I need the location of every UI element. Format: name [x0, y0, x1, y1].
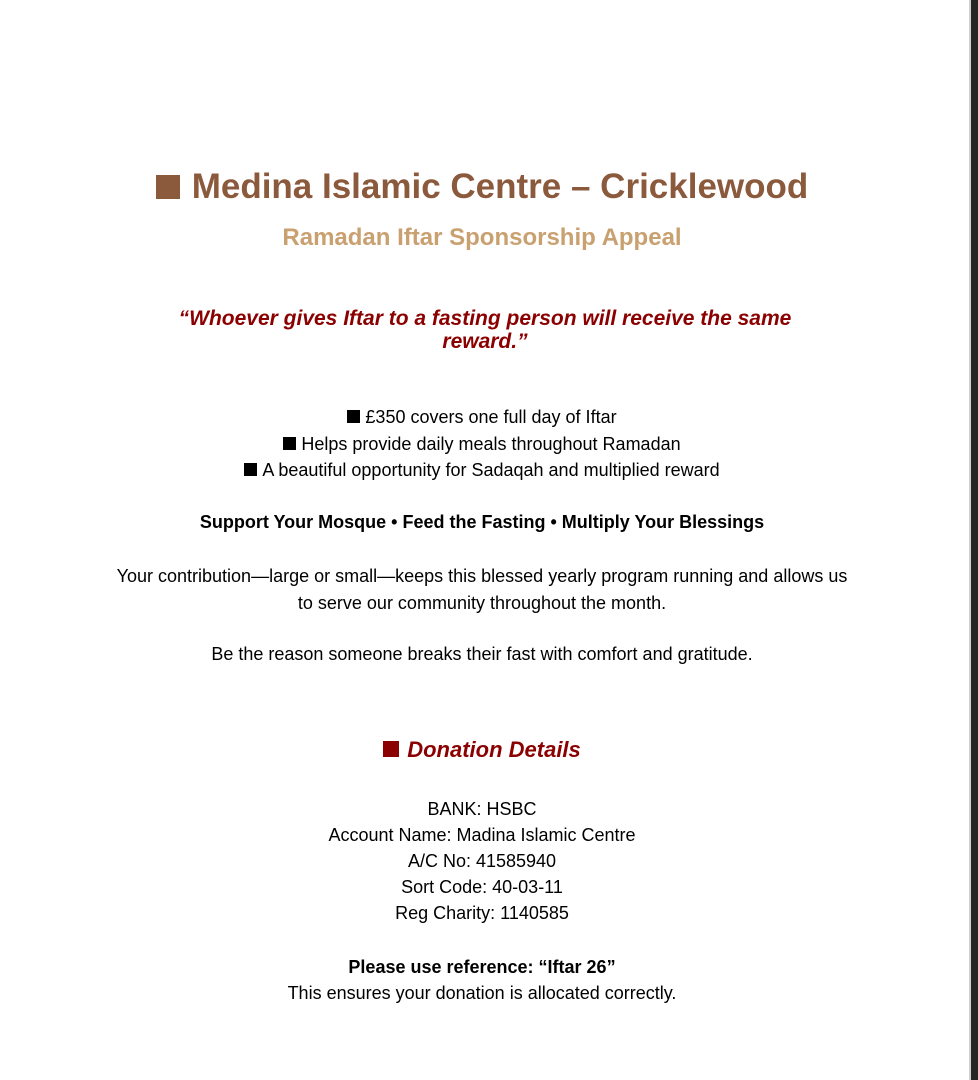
donation-heading-text: Donation Details: [407, 737, 581, 762]
reference-note: This ensures your donation is allocated correctly.: [287, 983, 677, 1003]
contribution-paragraph: Your contribution—large or small—keeps this blessed yearly program running and allows us to serve our community throughout the month.: [116, 566, 848, 613]
page-title: [0, 166, 964, 208]
reg-charity: Reg Charity: 1140585: [395, 903, 569, 923]
window-edge-strip: [971, 0, 978, 1080]
closing-paragraph: Be the reason someone breaks their fast with comfort and gratitude.: [211, 644, 753, 664]
square-bullet-icon: [156, 175, 180, 199]
square-bullet-icon: [283, 437, 296, 450]
square-bullet-icon: [244, 463, 257, 476]
sort-code: Sort Code: 40-03-11: [401, 877, 563, 897]
reference-block: [0, 954, 964, 1006]
account-number: A/C No: 41585940: [407, 851, 557, 871]
square-bullet-icon: [383, 741, 399, 757]
bank-details: [0, 796, 964, 926]
hadith-quote: “Whoever gives Iftar to a fasting person will receive the same reward.”: [178, 307, 792, 353]
account-name: Account Name: Madina Islamic Centre: [328, 825, 636, 845]
list-item: A beautiful opportunity for Sadaqah and multiplied reward: [0, 457, 964, 484]
reference-label: Please use reference: “Iftar 26”: [348, 957, 616, 977]
bank-name: BANK: HSBC: [427, 799, 537, 819]
tagline: Support Your Mosque • Feed the Fasting • Multiply Your Blessings: [199, 512, 765, 532]
square-bullet-icon: [347, 410, 360, 423]
donation-heading: [0, 736, 964, 764]
title-text: Medina Islamic Centre – Cricklewood: [191, 167, 809, 206]
list-item: Helps provide daily meals throughout Ramadan: [0, 431, 964, 458]
list-item: £350 covers one full day of Iftar: [0, 404, 964, 431]
benefits-list: [0, 404, 964, 484]
page-subtitle: Ramadan Iftar Sponsorship Appeal: [282, 224, 682, 251]
